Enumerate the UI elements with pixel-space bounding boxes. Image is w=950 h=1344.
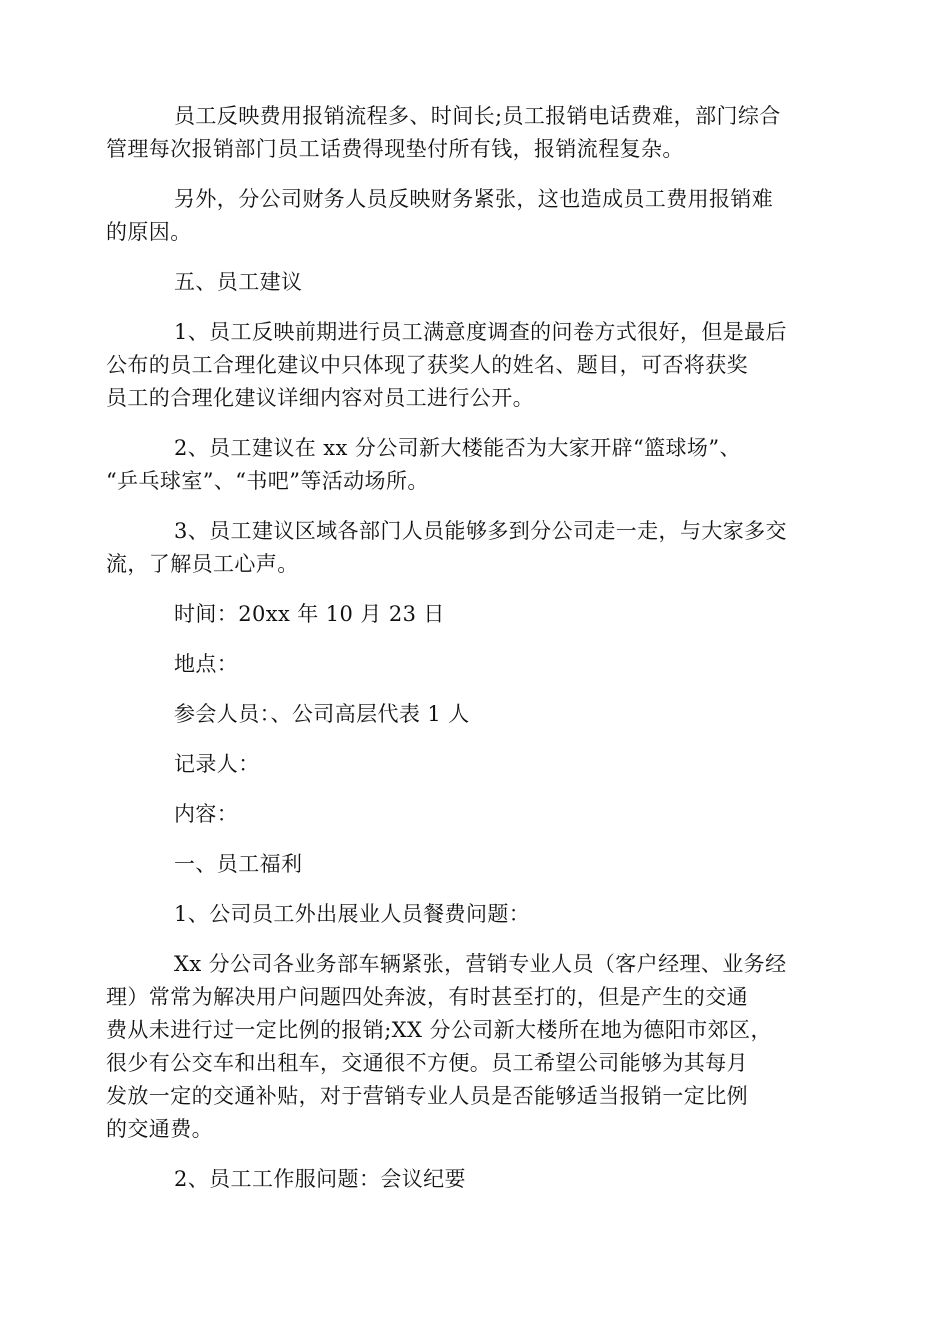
document-body xyxy=(106,100,812,1213)
text-line: 理）常常为解决用户问题四处奔波，有时甚至打的，但是产生的交通 xyxy=(106,985,748,1009)
paragraph xyxy=(140,598,812,631)
text-line: 五、员工建议 xyxy=(174,270,303,294)
text-line: 管理每次报销部门员工话费得现垫付所有钱，报销流程复杂。 xyxy=(106,137,684,161)
paragraph xyxy=(106,316,812,415)
paragraph xyxy=(140,798,812,831)
text-line: 2、员工工作服问题：会议纪要 xyxy=(174,1167,466,1191)
paragraph xyxy=(140,648,812,681)
paragraph xyxy=(140,266,812,299)
text-line: 员工反映费用报销流程多、时间长;员工报销电话费难，部门综合 xyxy=(174,104,781,128)
paragraph xyxy=(106,515,812,581)
text-line: 时间：20xx 年 10 月 23 日 xyxy=(174,602,445,626)
text-line: 内容： xyxy=(174,802,239,826)
text-line: “乒乓球室”、“书吧”等活动场所。 xyxy=(106,469,429,493)
paragraph xyxy=(140,748,812,781)
paragraph xyxy=(140,898,812,931)
text-line: 发放一定的交通补贴，对于营销专业人员是否能够适当报销一定比例 xyxy=(106,1084,748,1108)
paragraph xyxy=(106,948,812,1146)
paragraph xyxy=(140,698,812,731)
paragraph xyxy=(106,100,812,166)
text-line: 1、员工反映前期进行员工满意度调查的问卷方式很好，但是最后 xyxy=(174,320,787,344)
text-line: 一、员工福利 xyxy=(174,852,303,876)
text-line: 1、公司员工外出展业人员餐费问题： xyxy=(174,902,531,926)
text-line: 的交通费。 xyxy=(106,1117,213,1141)
text-line: 流，了解员工心声。 xyxy=(106,552,299,576)
text-line: 地点： xyxy=(174,652,239,676)
text-line: 公布的员工合理化建议中只体现了获奖人的姓名、题目，可否将获奖 xyxy=(106,353,748,377)
text-line: 员工的合理化建议详细内容对员工进行公开。 xyxy=(106,386,534,410)
text-line: 2、员工建议在 xx 分公司新大楼能否为大家开辟“篮球场”、 xyxy=(174,436,741,460)
paragraph xyxy=(106,183,812,249)
text-line: Xx 分公司各业务部车辆紧张，营销专业人员（客户经理、业务经 xyxy=(174,952,787,976)
text-line: 记录人： xyxy=(174,752,260,776)
paragraph xyxy=(140,848,812,881)
text-line: 参会人员：、公司高层代表 1 人 xyxy=(174,702,470,726)
paragraph xyxy=(140,1163,812,1196)
text-line: 3、员工建议区域各部门人员能够多到分公司走一走，与大家多交 xyxy=(174,519,787,543)
paragraph xyxy=(106,432,812,498)
text-line: 的原因。 xyxy=(106,220,192,244)
text-line: 费从未进行过一定比例的报销;XX 分公司新大楼所在地为德阳市郊区， xyxy=(106,1018,772,1042)
text-line: 另外，分公司财务人员反映财务紧张，这也造成员工费用报销难 xyxy=(174,187,774,211)
text-line: 很少有公交车和出租车，交通很不方便。员工希望公司能够为其每月 xyxy=(106,1051,748,1075)
